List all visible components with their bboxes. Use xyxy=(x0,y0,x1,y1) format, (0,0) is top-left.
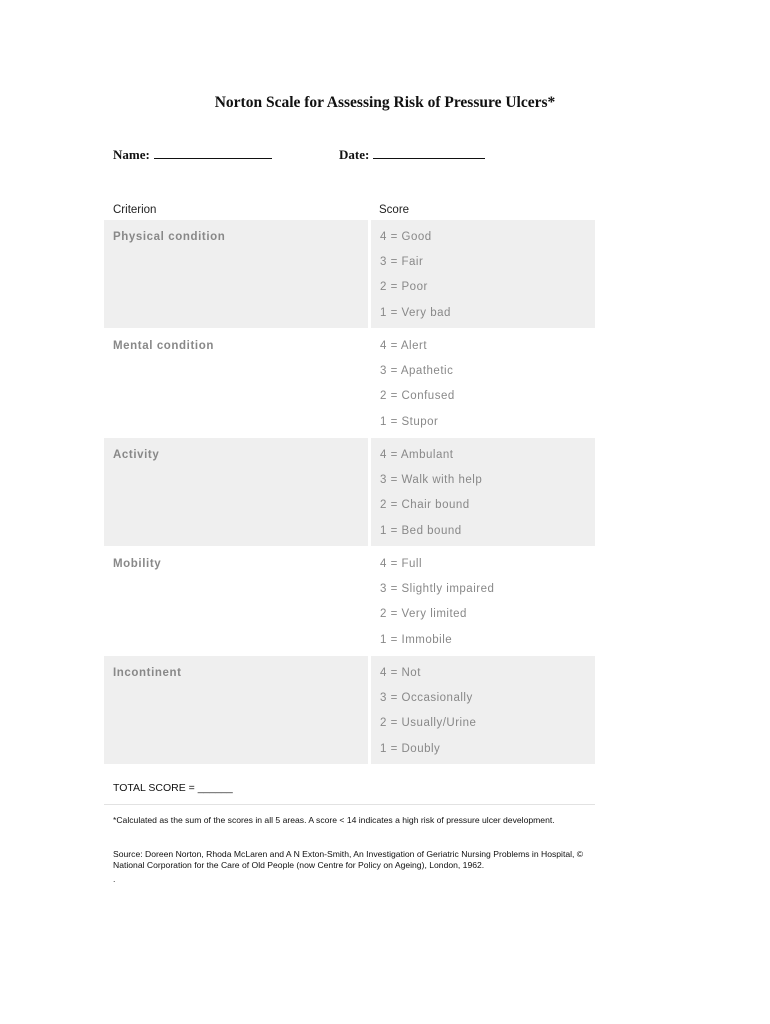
criterion-cell: Physical condition xyxy=(104,220,368,328)
score-option: 1 = Stupor xyxy=(380,415,439,428)
table-row-activity xyxy=(104,438,595,546)
score-option: 1 = Immobile xyxy=(380,633,453,646)
name-label: Name: xyxy=(113,147,150,162)
total-score-line[interactable]: TOTAL SCORE = ______ xyxy=(113,782,233,794)
score-option: 4 = Ambulant xyxy=(380,449,454,461)
name-blank-line[interactable] xyxy=(154,146,272,159)
divider-rule xyxy=(104,804,595,805)
score-cell xyxy=(371,656,595,764)
table-row-physical-condition xyxy=(104,220,595,328)
score-option: 4 = Good xyxy=(380,231,432,243)
norton-scale-table xyxy=(104,220,595,765)
header-criterion: Criterion xyxy=(113,204,157,216)
table-row-incontinent xyxy=(104,656,595,764)
score-option: 3 = Slightly impaired xyxy=(380,583,495,596)
score-option: 2 = Very limited xyxy=(380,608,467,621)
criterion-cell: Activity xyxy=(104,438,368,546)
score-option: 1 = Bed bound xyxy=(380,524,462,537)
header-score: Score xyxy=(379,204,410,216)
score-option: 1 = Doubly xyxy=(380,742,441,755)
score-option: 3 = Apathetic xyxy=(380,365,454,378)
score-option: 4 = Full xyxy=(380,558,423,570)
score-option: 3 = Occasionally xyxy=(380,692,473,705)
score-cell xyxy=(371,438,595,546)
score-option: 2 = Chair bound xyxy=(380,499,470,512)
score-option: 3 = Walk with help xyxy=(380,474,483,487)
date-blank-line[interactable] xyxy=(373,146,485,159)
criterion-cell: Mental condition xyxy=(113,340,214,352)
date-label: Date: xyxy=(339,147,370,162)
name-field xyxy=(113,146,272,163)
score-cell xyxy=(371,547,595,655)
score-option: 4 = Not xyxy=(380,667,421,679)
criterion-cell: Incontinent xyxy=(104,656,368,764)
score-option: 4 = Alert xyxy=(380,340,428,352)
score-option: 2 = Poor xyxy=(380,281,428,294)
trailing-mark: . xyxy=(113,874,116,884)
date-field xyxy=(339,146,485,163)
footnote: *Calculated as the sum of the scores in all 5 areas. A score < 14 indicates a high risk of pressure ulcer development. xyxy=(113,815,555,825)
score-option: 3 = Fair xyxy=(380,256,424,269)
score-option: 2 = Usually/Urine xyxy=(380,717,477,730)
table-row-mobility xyxy=(104,547,595,655)
source-citation: Source: Doreen Norton, Rhoda McLaren and A N Exton-Smith, An Investigation of Geriatric Nursing Problems in Hospital, © National Corporation for the Care of Old People (now Centre for Policy on Ageing), London, 1962. xyxy=(113,849,584,870)
document-title: Norton Scale for Assessing Risk of Pressure Ulcers* xyxy=(214,94,556,111)
table-row-mental-condition xyxy=(104,329,595,437)
score-cell xyxy=(371,220,595,328)
score-option: 1 = Very bad xyxy=(380,306,451,319)
score-option: 2 = Confused xyxy=(380,390,455,403)
criterion-cell: Mobility xyxy=(113,558,162,570)
score-cell xyxy=(371,329,595,437)
